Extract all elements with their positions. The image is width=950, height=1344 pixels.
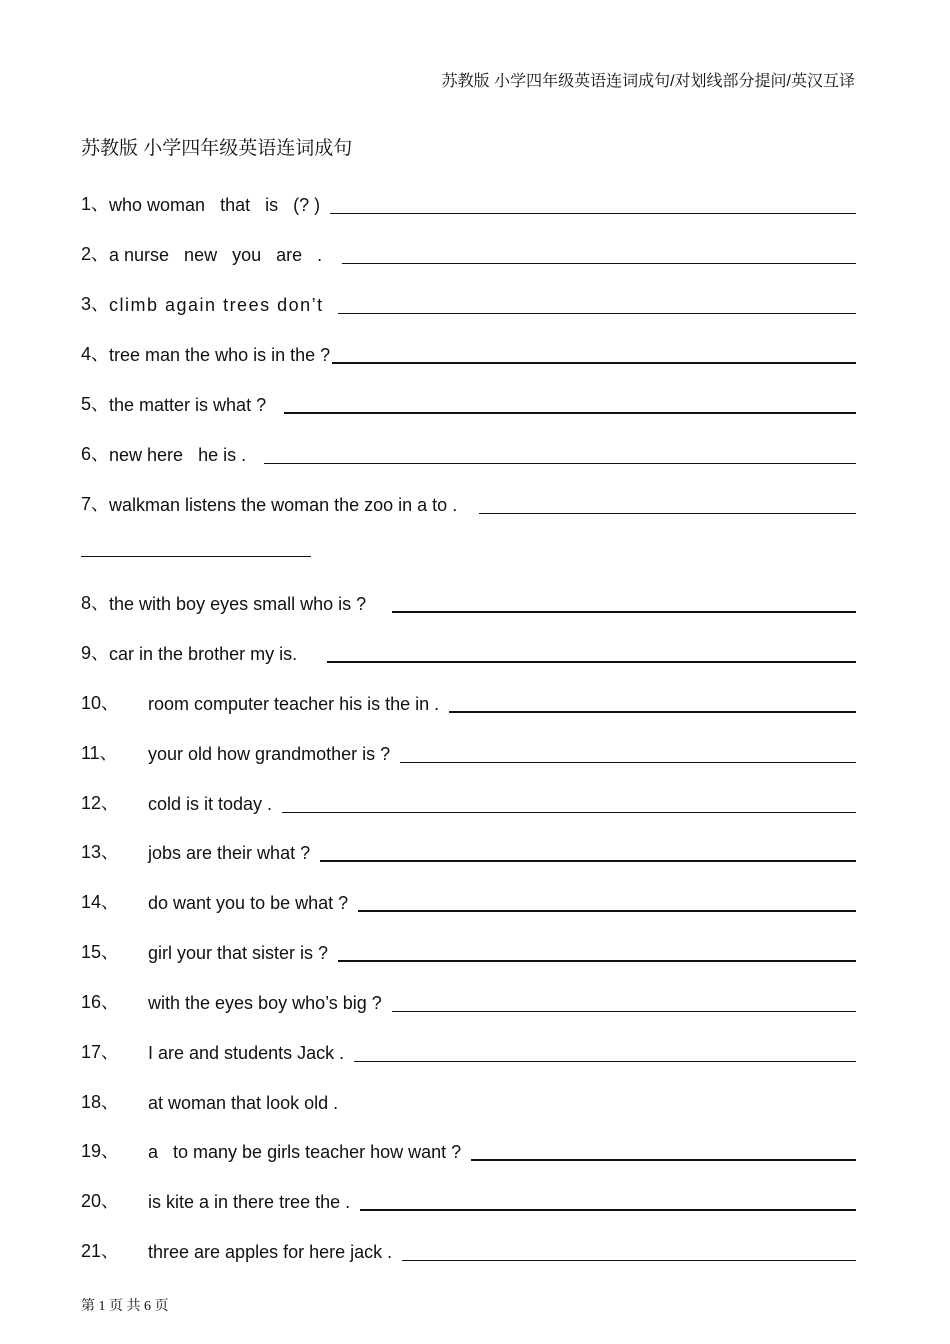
question-text: who woman that is (? ) — [109, 195, 321, 215]
answer-line[interactable] — [320, 860, 856, 862]
question-text: room computer teacher his is the in . — [148, 694, 440, 714]
answer-line[interactable] — [342, 263, 856, 264]
answer-line[interactable] — [338, 313, 856, 314]
answer-line[interactable] — [327, 661, 856, 663]
question-item — [81, 188, 856, 216]
question-item — [81, 1185, 856, 1213]
question-text: car in the brother my is. — [109, 644, 298, 664]
question-number: 20、 — [81, 1191, 120, 1211]
question-item — [81, 438, 856, 466]
question-number: 16、 — [81, 992, 120, 1012]
answer-line[interactable] — [392, 611, 856, 613]
answer-line[interactable] — [332, 362, 856, 364]
question-text: three are apples for here jack . — [148, 1242, 393, 1262]
question-number: 5、 — [81, 394, 110, 414]
answer-line[interactable] — [338, 960, 856, 962]
question-item — [81, 787, 856, 815]
question-text: new here he is . — [109, 445, 247, 465]
question-item — [81, 1135, 856, 1163]
answer-line[interactable] — [354, 1061, 856, 1062]
question-item — [81, 936, 856, 964]
question-number: 9、 — [81, 643, 110, 663]
section-title: 苏教版 小学四年级英语连词成句 — [81, 138, 353, 159]
question-item — [81, 1036, 856, 1064]
question-number: 15、 — [81, 942, 120, 962]
question-number: 7、 — [81, 494, 110, 514]
question-item — [81, 388, 856, 416]
page-header: 苏教版 小学四年级英语连词成句/对划线部分提问/英汉互译 — [441, 73, 855, 90]
question-text: with the eyes boy who’s big ? — [148, 993, 382, 1013]
question-text: your old how grandmother is ? — [148, 744, 391, 764]
answer-line[interactable] — [264, 463, 856, 464]
question-number: 10、 — [81, 693, 120, 713]
answer-line[interactable] — [284, 412, 856, 414]
question-item — [81, 587, 856, 615]
question-number: 14、 — [81, 892, 120, 912]
question-item — [81, 238, 856, 266]
question-text: girl your that sister is ? — [148, 943, 329, 963]
answer-line[interactable] — [479, 513, 856, 514]
question-text: do want you to be what ? — [148, 893, 349, 913]
question-item — [81, 886, 856, 914]
question-number: 19、 — [81, 1141, 120, 1161]
question-number: 21、 — [81, 1241, 120, 1261]
question-text: the with boy eyes small who is ? — [109, 594, 367, 614]
answer-line[interactable] — [282, 812, 856, 813]
question-text: at woman that look old . — [148, 1093, 339, 1113]
question-item — [81, 986, 856, 1014]
question-item — [81, 1086, 856, 1114]
answer-line[interactable] — [449, 711, 856, 713]
question-number: 18、 — [81, 1092, 120, 1112]
question-item — [81, 687, 856, 715]
answer-line[interactable] — [400, 762, 856, 763]
page-footer: 第 1 页 共 6 页 — [81, 1299, 169, 1314]
question-text: walkman listens the woman the zoo in a to . — [109, 495, 458, 515]
question-number: 13、 — [81, 842, 120, 862]
question-number: 17、 — [81, 1042, 120, 1062]
answer-line[interactable] — [402, 1260, 856, 1261]
question-number: 4、 — [81, 344, 110, 364]
question-text: a nurse new you are . — [109, 245, 323, 265]
answer-line-continuation[interactable] — [81, 556, 311, 557]
question-number: 2、 — [81, 244, 110, 264]
answer-line[interactable] — [471, 1159, 856, 1161]
question-text: the matter is what ? — [109, 395, 267, 415]
question-item — [81, 488, 856, 516]
question-number: 11、 — [81, 743, 118, 763]
question-item — [81, 338, 856, 366]
question-text: jobs are their what ? — [148, 843, 311, 863]
question-item — [81, 637, 856, 665]
question-item — [81, 836, 856, 864]
question-number: 6、 — [81, 444, 110, 464]
question-item — [81, 737, 856, 765]
question-text: is kite a in there tree the . — [148, 1192, 351, 1212]
question-text: tree man the who is in the ? — [109, 345, 331, 365]
question-text: a to many be girls teacher how want ? — [148, 1142, 462, 1162]
answer-line[interactable] — [330, 213, 856, 214]
question-number: 8、 — [81, 593, 110, 613]
question-number: 3、 — [81, 294, 110, 314]
question-item — [81, 288, 856, 316]
question-number: 1、 — [81, 194, 110, 214]
question-number: 12、 — [81, 793, 120, 813]
question-text: cold is it today . — [148, 794, 273, 814]
question-text: I are and students Jack . — [148, 1043, 345, 1063]
answer-line[interactable] — [358, 910, 856, 912]
answer-line[interactable] — [360, 1209, 856, 1211]
question-text: climb again trees don’t — [109, 295, 324, 315]
question-item — [81, 1235, 856, 1263]
answer-line[interactable] — [392, 1011, 856, 1012]
